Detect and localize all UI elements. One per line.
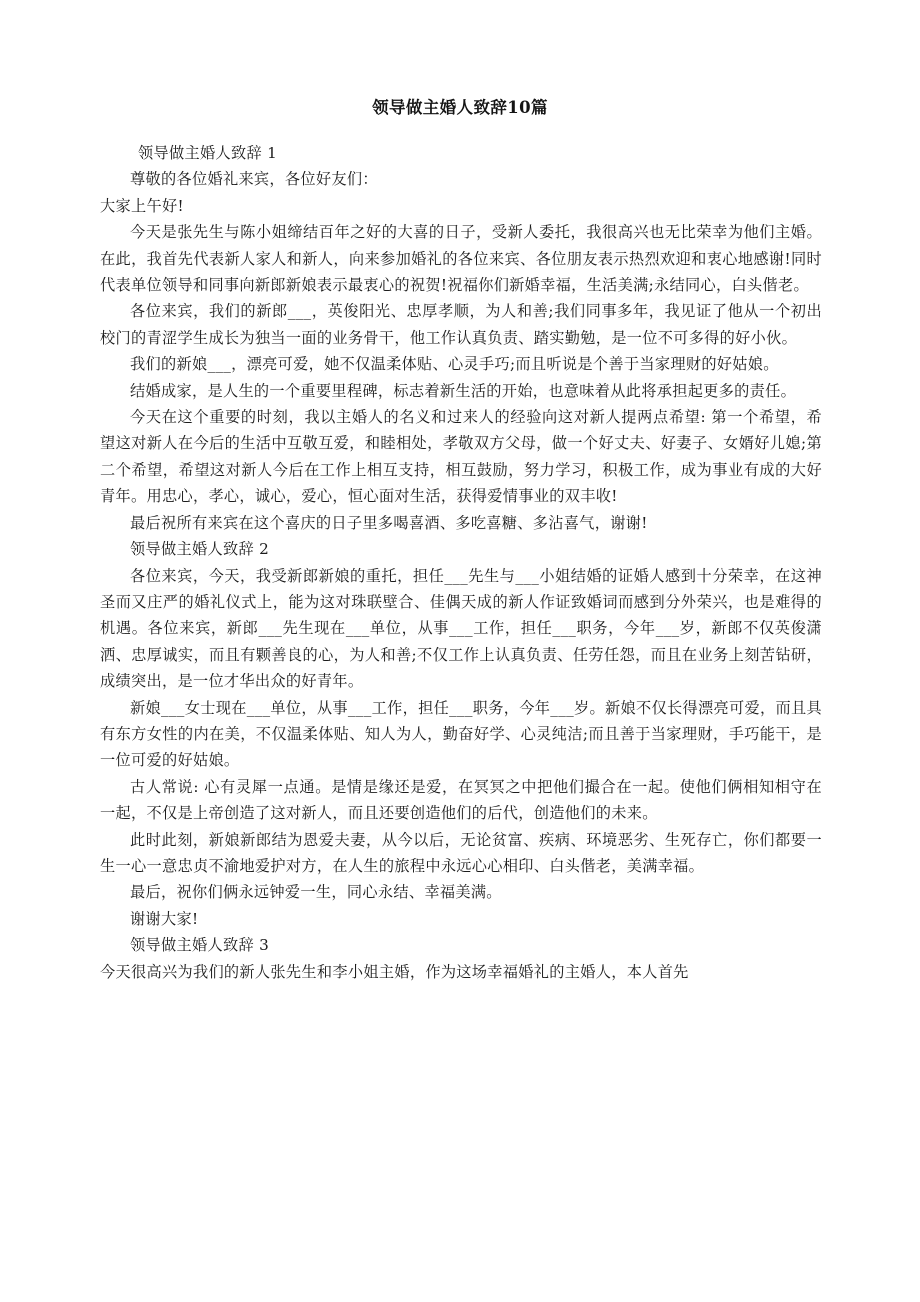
paragraph: 各位来宾，今天，我受新郎新娘的重托，担任___先生与___小姐结婚的证婚人感到十分荣幸，在这神圣而又庄严的婚礼仪式上，能为这对珠联壁合、佳偶天成的新人作证致婚词而感到分外荣兴，也是难得的机遇。各位来宾，新郎___先生现在___单位，从事___工作，担任___职务，今年___岁，新郎不仅英俊潇洒、忠厚诚实，而且有颗善良的心，为人和善;不仅工作上认真负责、任劳任怨，而且在业务上刻苦钻研，成绩突出，是一位才华出众的好青年。 xyxy=(100,566,822,691)
paragraph: 今天是张先生与陈小姐缔结百年之好的大喜的日子，受新人委托，我很高兴也无比荣幸为他们主婚。在此，我首先代表新人家人和新人，向来参加婚礼的各位来宾、各位朋友表示热烈欢迎和衷心地感谢!同时代表单位领导和同事向新郎新娘表示最衷心的祝贺!祝福你们新婚幸福，生活美满;永结同心，白头偕老。 xyxy=(100,223,822,295)
paragraph: 古人常说: 心有灵犀一点通。是情是缘还是爱，在冥冥之中把他们撮合在一起。使他们俩相知相守在一起，不仅是上帝创造了这对新人，而且还要创造他们的后代，创造他们的未来。 xyxy=(100,777,822,823)
document-body xyxy=(100,140,822,985)
paragraph: 结婚成家，是人生的一个重要里程碑，标志着新生活的开始，也意味着从此将承担起更多的责任。 xyxy=(130,381,797,400)
section-heading-2: 领导做主婚人致辞 2 xyxy=(130,540,270,559)
paragraph: 各位来宾，我们的新郎___，英俊阳光、忠厚孝顺，为人和善;我们同事多年，我见证了他从一个初出校门的青涩学生成长为独当一面的业务骨干，他工作认真负责、踏实勤勉，是一位不可多得的好小伙。 xyxy=(100,302,822,347)
paragraph: 今天很高兴为我们的新人张先生和李小姐主婚，作为这场幸福婚礼的主婚人，本人首先 xyxy=(100,962,689,981)
paragraph: 大家上午好! xyxy=(100,196,184,215)
section-heading-1: 领导做主婚人致辞 1 xyxy=(138,144,278,162)
paragraph: 此时此刻，新娘新郎结为恩爱夫妻，从今以后，无论贫富、疾病、环境恶劣、生死存亡，你们都要一生一心一意忠贞不渝地爱护对方，在人生的旅程中永远心心相印、白头偕老，美满幸福。 xyxy=(100,830,822,875)
page-title: 领导做主婚人致辞10篇 xyxy=(372,98,548,117)
paragraph: 最后祝所有来宾在这个喜庆的日子里多喝喜酒、多吃喜糖、多沾喜气，谢谢! xyxy=(130,513,648,532)
paragraph: 尊敬的各位婚礼来宾，各位好友们： xyxy=(130,170,378,189)
paragraph: 谢谢大家! xyxy=(130,909,199,928)
paragraph: 我们的新娘___，漂亮可爱，她不仅温柔体贴、心灵手巧;而且听说是个善于当家理财的好姑娘。 xyxy=(130,355,779,374)
paragraph: 今天在这个重要的时刻，我以主婚人的名义和过来人的经验向这对新人提两点希望: 第一个希望，希望这对新人在今后的生活中互敬互爱，和睦相处，孝敬双方父母，做一个好丈夫、好妻子、女婿好儿媳;第二个希望，希望这对新人今后在工作上相互支持，相互鼓励，努力学习，积极工作，成为事业有成的大好青年。用忠心，孝心，诚心，爱心，恒心面对生活，获得爱情事业的双丰收! xyxy=(100,408,822,506)
section-heading-3: 领导做主婚人致辞 3 xyxy=(130,936,270,955)
paragraph: 新娘___女士现在___单位，从事___工作，担任___职务，今年___岁。新娘不仅长得漂亮可爱，而且具有东方女性的内在美，不仅温柔体贴、知人为人，勤奋好学、心灵纯洁;而且善于当家理财，手巧能干，是一位可爱的好姑娘。 xyxy=(100,698,822,770)
paragraph: 最后，祝你们俩永远钟爱一生，同心永结、幸福美满。 xyxy=(130,883,502,902)
